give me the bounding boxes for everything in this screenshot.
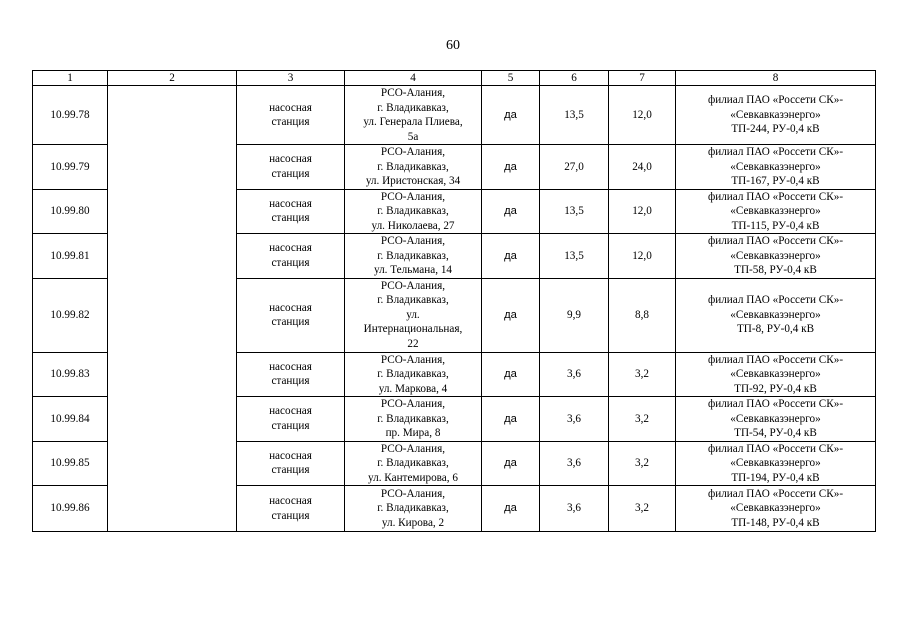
- address-cell: [345, 352, 482, 397]
- cell-line: ТП-244, РУ-0,4 кВ: [731, 123, 820, 136]
- value1-cell: 3,6: [540, 397, 609, 442]
- cell-line: ул.: [406, 308, 420, 321]
- cell-line: РСО-Алания,: [380, 279, 446, 292]
- cell-line: ТП-194, РУ-0,4 кВ: [731, 471, 820, 484]
- value2-cell: 12,0: [609, 189, 676, 234]
- cell-line: филиал ПАО «Россети СК»-: [707, 398, 844, 410]
- code-cell: 10.99.81: [33, 234, 108, 279]
- cell-line: г. Владикавказ,: [377, 205, 449, 217]
- cell-line: РСО-Алания,: [380, 398, 446, 410]
- flag-cell: да: [482, 145, 540, 190]
- cell-line: РСО-Алания,: [380, 190, 446, 203]
- cell-line: ТП-54, РУ-0,4 кВ: [734, 427, 817, 439]
- table-header-row: [33, 71, 876, 86]
- cell-line: 22: [407, 337, 419, 350]
- type-cell: [237, 234, 345, 279]
- cell-line: г. Владикавказ,: [377, 502, 449, 515]
- value2-cell: 12,0: [609, 234, 676, 279]
- empty-merged-cell: [108, 86, 237, 532]
- cell-line: ул. Маркова, 4: [378, 382, 448, 395]
- value2-cell: 8,8: [609, 278, 676, 352]
- cell-line: ул. Тельмана, 14: [373, 264, 453, 276]
- supplier-cell: [676, 145, 876, 190]
- cell-line: РСО-Алания,: [380, 353, 446, 366]
- cell-line: ТП-58, РУ-0,4 кВ: [734, 264, 817, 276]
- column-header: 8: [676, 71, 876, 86]
- table-row: [33, 86, 876, 145]
- value2-cell: 3,2: [609, 352, 676, 397]
- flag-cell: да: [482, 189, 540, 234]
- cell-line: г. Владикавказ,: [377, 101, 449, 114]
- cell-line: РСО-Алания,: [380, 442, 446, 455]
- cell-line: станция: [271, 116, 310, 128]
- column-header: 6: [540, 71, 609, 86]
- data-table: [32, 70, 876, 532]
- cell-line: станция: [271, 316, 310, 328]
- cell-line: РСО-Алания,: [380, 487, 446, 500]
- page-number: 60: [446, 38, 460, 53]
- cell-line: филиал ПАО «Россети СК»-: [707, 294, 844, 307]
- value2-cell: 3,2: [609, 486, 676, 532]
- value1-cell: 13,5: [540, 234, 609, 279]
- cell-line: ул. Николаева, 27: [371, 219, 455, 232]
- cell-line: г. Владикавказ,: [377, 294, 449, 307]
- cell-line: филиал ПАО «Россети СК»-: [707, 487, 844, 500]
- value1-cell: 3,6: [540, 441, 609, 486]
- cell-line: 5а: [407, 130, 419, 143]
- column-header: 1: [33, 71, 108, 86]
- cell-line: «Севкавказэнерго»: [730, 308, 821, 321]
- value1-cell: 13,5: [540, 86, 609, 145]
- cell-line: «Севкавказэнерго»: [730, 412, 821, 425]
- cell-line: ул. Кантемирова, 6: [368, 471, 458, 484]
- type-cell: [237, 145, 345, 190]
- cell-line: «Севкавказэнерго»: [730, 160, 821, 173]
- flag-cell: да: [482, 397, 540, 442]
- cell-line: станция: [271, 167, 310, 180]
- column-header: 3: [237, 71, 345, 86]
- supplier-cell: [676, 441, 876, 486]
- cell-line: г. Владикавказ,: [377, 368, 449, 380]
- cell-line: г. Владикавказ,: [377, 160, 449, 173]
- value1-cell: 3,6: [540, 486, 609, 532]
- code-cell: 10.99.79: [33, 145, 108, 190]
- code-cell: 10.99.86: [33, 486, 108, 532]
- value2-cell: 3,2: [609, 397, 676, 442]
- cell-line: «Севкавказэнерго»: [730, 457, 821, 469]
- supplier-cell: [676, 352, 876, 397]
- cell-line: РСО-Алания,: [380, 146, 446, 158]
- cell-line: г. Владикавказ,: [377, 457, 449, 469]
- cell-line: ТП-92, РУ-0,4 кВ: [734, 382, 817, 395]
- cell-line: «Севкавказэнерго»: [730, 205, 821, 217]
- cell-line: Интернациональная,: [363, 323, 463, 336]
- cell-line: «Севкавказэнерго»: [730, 108, 821, 121]
- value2-cell: 24,0: [609, 145, 676, 190]
- cell-line: г. Владикавказ,: [377, 249, 449, 262]
- cell-line: ТП-148, РУ-0,4 кВ: [731, 516, 820, 529]
- cell-line: «Севкавказэнерго»: [730, 502, 821, 515]
- flag-cell: да: [482, 86, 540, 145]
- cell-line: станция: [271, 375, 310, 388]
- cell-line: насосная: [269, 101, 312, 114]
- value2-cell: 3,2: [609, 441, 676, 486]
- cell-line: ТП-167, РУ-0,4 кВ: [731, 175, 820, 187]
- type-cell: [237, 352, 345, 397]
- column-header: 4: [345, 71, 482, 86]
- flag-cell: да: [482, 352, 540, 397]
- address-cell: [345, 189, 482, 234]
- supplier-cell: [676, 234, 876, 279]
- cell-line: станция: [271, 464, 310, 477]
- type-cell: [237, 486, 345, 532]
- cell-line: насосная: [269, 242, 312, 255]
- cell-line: пр. Мира, 8: [385, 427, 441, 439]
- code-cell: 10.99.82: [33, 278, 108, 352]
- address-cell: [345, 86, 482, 145]
- column-header: 5: [482, 71, 540, 86]
- value1-cell: 13,5: [540, 189, 609, 234]
- cell-line: РСО-Алания,: [380, 87, 446, 99]
- type-cell: [237, 86, 345, 145]
- address-cell: [345, 234, 482, 279]
- cell-line: станция: [271, 256, 310, 269]
- cell-line: филиал ПАО «Россети СК»-: [707, 146, 844, 158]
- column-header: 7: [609, 71, 676, 86]
- cell-line: филиал ПАО «Россети СК»-: [707, 353, 844, 366]
- type-cell: [237, 189, 345, 234]
- cell-line: ул. Иристонская, 34: [365, 175, 461, 187]
- cell-line: филиал ПАО «Россети СК»-: [707, 94, 844, 107]
- cell-line: филиал ПАО «Россети СК»-: [707, 190, 844, 203]
- cell-line: ул. Генерала Плиева,: [363, 116, 463, 128]
- flag-cell: да: [482, 234, 540, 279]
- supplier-cell: [676, 86, 876, 145]
- address-cell: [345, 278, 482, 352]
- code-cell: 10.99.78: [33, 86, 108, 145]
- value1-cell: 9,9: [540, 278, 609, 352]
- type-cell: [237, 278, 345, 352]
- address-cell: [345, 145, 482, 190]
- supplier-cell: [676, 397, 876, 442]
- cell-line: насосная: [269, 153, 312, 166]
- cell-line: насосная: [269, 360, 312, 373]
- cell-line: насосная: [269, 449, 312, 462]
- column-header: 2: [108, 71, 237, 86]
- cell-line: ТП-8, РУ-0,4 кВ: [736, 323, 815, 336]
- address-cell: [345, 486, 482, 532]
- cell-line: станция: [271, 419, 310, 432]
- cell-line: РСО-Алания,: [380, 235, 446, 247]
- supplier-cell: [676, 278, 876, 352]
- cell-line: станция: [271, 212, 310, 225]
- type-cell: [237, 441, 345, 486]
- cell-line: насосная: [269, 495, 312, 507]
- cell-line: насосная: [269, 301, 312, 314]
- cell-line: г. Владикавказ,: [377, 412, 449, 425]
- code-cell: 10.99.80: [33, 189, 108, 234]
- address-cell: [345, 397, 482, 442]
- cell-line: «Севкавказэнерго»: [730, 368, 821, 380]
- flag-cell: да: [482, 278, 540, 352]
- supplier-cell: [676, 486, 876, 532]
- code-cell: 10.99.84: [33, 397, 108, 442]
- cell-line: станция: [271, 509, 310, 522]
- cell-line: филиал ПАО «Россети СК»-: [707, 442, 844, 455]
- value1-cell: 3,6: [540, 352, 609, 397]
- address-cell: [345, 441, 482, 486]
- supplier-cell: [676, 189, 876, 234]
- cell-line: ул. Кирова, 2: [381, 516, 445, 529]
- cell-line: насосная: [269, 197, 312, 210]
- cell-line: «Севкавказэнерго»: [730, 249, 821, 262]
- code-cell: 10.99.83: [33, 352, 108, 397]
- value2-cell: 12,0: [609, 86, 676, 145]
- cell-line: ТП-115, РУ-0,4 кВ: [731, 219, 820, 232]
- cell-line: филиал ПАО «Россети СК»-: [707, 235, 844, 247]
- cell-line: насосная: [269, 405, 312, 418]
- flag-cell: да: [482, 486, 540, 532]
- type-cell: [237, 397, 345, 442]
- flag-cell: да: [482, 441, 540, 486]
- value1-cell: 27,0: [540, 145, 609, 190]
- code-cell: 10.99.85: [33, 441, 108, 486]
